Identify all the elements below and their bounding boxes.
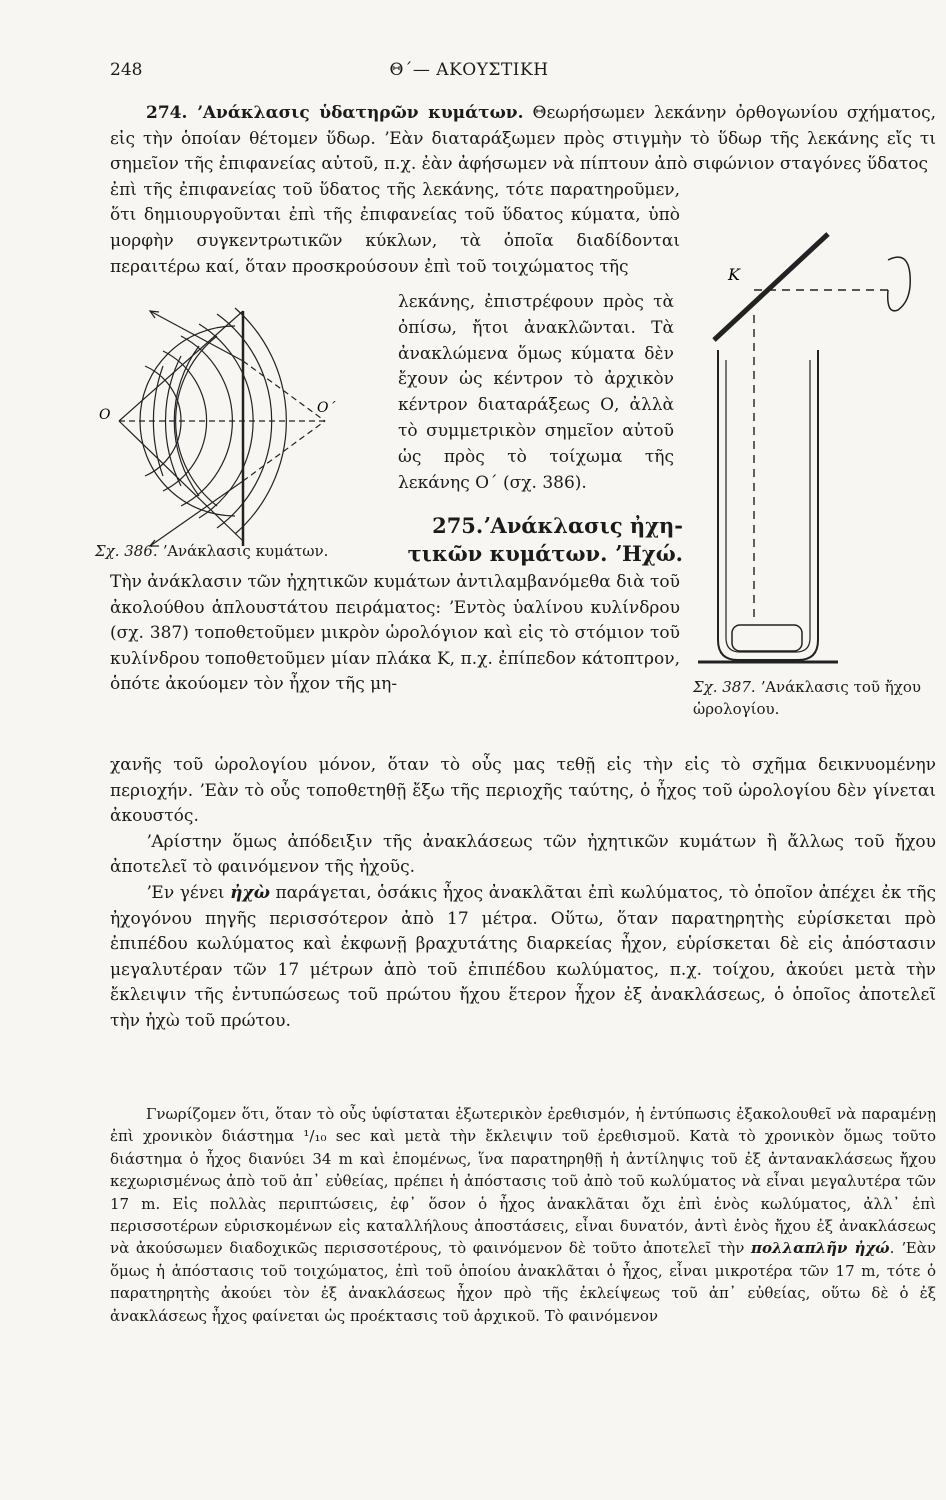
section-275-para1-b: χανῆς τοῦ ὡρολογίου μόνον, ὅταν τὸ οὖς μας τεθῇ εἰς τὴν εἰς τὸ σχῆμα δεικνυομένην περιοχήν. ʼΕὰν τὸ οὖς τοποθετηθῇ ἔξω τῆς περιοχῆς ταύτης, ὁ ἦχος τοῦ ὡρολογίου δὲν γίνεται ἀκουστός. [110, 755, 936, 827]
page-number: 248 [110, 60, 143, 80]
section-274-text-3: λεκάνης, ἐπιστρέφουν πρὸς τὰ ὀπίσω, ἤτοι ἀνακλῶνται. Τὰ ἀνακλώμενα ὅμως κύματα δὲν ἔχουν ὡς κέντρον τὸ ἀρχικὸν κέντρον διαταράξεως Ο, ἀλλὰ τὸ συμμετρικὸν σημεῖον αὐτοῦ ὡς πρὸς τὸ τοίχωμα τῆς λεκάνης Ο΄ (σχ. 386). [398, 292, 674, 493]
section-274-title: 274. ʼΑνάκλασις ὑδατηρῶν κυμάτων. [146, 103, 524, 123]
section-275-para3-a: ʼΕν γένει [146, 882, 225, 903]
section-275-title-b: τικῶν κυμάτων. ʼΗχώ. [407, 541, 683, 566]
point-O-label: Ο [99, 407, 111, 423]
figure-387-caption [693, 676, 933, 720]
glass-cylinder-inner [726, 360, 810, 652]
section-274-text-2: ἐπὶ τῆς ἐπιφανείας τοῦ ὕδατος τῆς λεκάνης, τότε παρατηροῦμεν, ὅτι δημιουργοῦνται ἐπὶ τῆς ἐπιφανείας τοῦ ὕδατος κύματα, ὑπὸ μορφὴν συγκεντρωτικῶν κύκλων, τὰ ὁποῖα διαδίδονται περαιτέρω καί, ὅταν προσκρούσουν ἐπὶ τοῦ τοιχώματος τῆς [110, 179, 680, 277]
figure-387-label: Σχ. 387. [693, 678, 756, 696]
figure-386-caption-text: ʼΑνάκλασις κυμάτων. [162, 542, 329, 560]
virtual-ray-lower [243, 421, 325, 481]
point-O-prime-label: Ο΄ [317, 400, 336, 416]
page-header [110, 60, 828, 90]
section-274-text-1: Θεωρήσωμεν λεκάνην ὀρθογωνίου σχήματος, εἰς τὴν ὁποίαν θέτομεν ὕδωρ. ʼΕὰν διαταράξωμεν πρὸς στιγμὴν τὸ ὕδωρ τῆς λεκάνης εἴς τι σημεῖον τῆς ἐπιφανείας αὐτοῦ, π.χ. ἐὰν ἀφήσωμεν νὰ πίπτουν ἀπὸ σιφώνιον σταγόνες ὕδατος [110, 103, 937, 175]
section-275-para3 [110, 881, 936, 1035]
plate-K [714, 234, 828, 340]
glass-cylinder [718, 350, 818, 660]
multiple-echo-term: πολλαπλῆν ἠχώ [751, 1239, 890, 1258]
figure-386 [95, 306, 390, 564]
figure-386-caption [95, 542, 328, 560]
section-275-para2: ʼΑρίστην ὅμως ἀπόδειξιν τῆς ἀνακλάσεως τῶν ἠχητικῶν κυμάτων ἢ ἄλλως τοῦ ἤχου ἀποτελεῖ τὸ φαινόμενον τῆς ἠχοῦς. [110, 831, 936, 878]
section-275-title-block [398, 512, 683, 568]
reflected-ray-upper [150, 311, 243, 361]
watch [732, 625, 802, 651]
plate-K-label: Κ [728, 265, 740, 284]
figure-387-caption-text: ʼΑνάκλασις τοῦ ἤχου ὡρολογίου. [693, 678, 922, 718]
small-print-b: sec καὶ μετὰ τὴν ἔκλειψιν τοῦ ἐρεθισμοῦ. Κατὰ τὸ χρονικὸν ὅμως τοῦτο διάστημα ὁ ἦχος διανύει 34 m καὶ ἑπομένως, ἵνα παρατηρηθῇ ἡ ἀντίληψις τοῦ ἐξ ἀντανακλάσεως ἤχου κεχωρισμένως ἀπὸ τοῦ ἀπ᾽ εὐθείας, πρέπει ἡ ἀπόστασις τοῦ ἀπὸ τοῦ κωλύματος νὰ εἶναι μεγαλυτέρα τῶν 17 m. Εἰς πολλὰς περιπτώσεις, ἐφ᾽ ὅσον ὁ ἦχος ἀνακλᾶται ὄχι ἐπὶ ἑνὸς κωλύματος, ἀλλ᾽ ἐπὶ περισσοτέρων εὑρισκομένων εἰς καταλλήλους ἀποστάσεις, εἶναι δυνατόν, ἀντὶ ἑνὸς ἤχου ἐξ ἀνακλάσεως νὰ ἀκούσωμεν διαδοχικῶς περισσοτέρους, τὸ φαινόμενον δὲ τοῦτο ἀποτελεῖ τὴν [110, 1127, 936, 1258]
section-275-para1-a: Τὴν ἀνάκλασιν τῶν ἠχητικῶν κυμάτων ἀντιλαμβανόμεθα διὰ τοῦ ἀκολούθου ἁπλουστάτου πειράματος: ʼΕντὸς ὑαλίνου κυλίνδρου (σχ. 387) τοποθετοῦμεν μικρὸν ὡρολόγιον καὶ εἰς τὸ στόμιον τοῦ κυλίνδρου τοποθετοῦμεν μίαν πλάκα Κ, π.χ. ἐπίπεδον κάτοπτρον, ὁπότε ἀκούομεν τὸν ἦχον τῆς μη- [110, 572, 680, 695]
section-275-para3-b: παράγεται, ὁσάκις ἦχος ἀνακλᾶται ἐπὶ κωλύματος, τὸ ὁποῖον ἀπέχει ἐκ τῆς ἠχογόνου πηγῆς περισσότερον ἀπὸ 17 μέτρα. Οὕτω, ὅταν παρατηρητὴς εὑρίσκεται πρὸ ἐπιπέδου κωλύματος καὶ ἐκφωνῇ βραχυτάτης διαρκείας ἦχον, εὑρίσκεται δὲ εἰς ἀπόστασιν μεγαλυτέραν τῶν 17 μέτρων ἀπὸ τοῦ ἐπιπέδου κωλύματος, π.χ. τοίχου, ἀκούει μετὰ τὴν ἔκλειψιν τῆς ἐντυπώσεως τοῦ πρώτου ἤχου ἕτερον ἦχον ἐξ ἀνακλάσεως, ὁ ὁποῖος ἀποτελεῖ τὴν ἠχὼ τοῦ πρώτου. [110, 882, 936, 1031]
ear-icon [888, 257, 911, 311]
section-274-para-full [110, 101, 936, 178]
small-print-note [110, 1103, 936, 1327]
section-275-body [110, 753, 936, 1035]
running-title: Θ΄— ΑΚΟΥΣΤΙΚΗ [389, 60, 549, 80]
section-275-title-a: 275.ʼΑνάκλασις ἠχη- [432, 513, 683, 538]
small-print-c: . ʼΕὰν ὅμως ἡ ἀπόστασις τοῦ τοιχώματος, ἐπὶ τοῦ ὁποίου ἀνακλᾶται ὁ ἦχος, εἶναι μικροτέρα τῶν 17 m, τότε ὁ παρατηρητὴς ἀκούει τὸν ἐξ ἀνακλάσεως ἦχον πρὸ τῆς ἐκλείψεως τοῦ ἀπ᾽ εὐθείας, οὕτω δὲ ὁ ἐξ ἀνακλάσεως ἦχος φαίνεται ὡς προέκτασις τοῦ ἀρχικοῦ. Τὸ φαινόμενον [110, 1239, 936, 1325]
small-print-a: Γνωρίζομεν ὅτι, ὅταν τὸ οὖς ὑφίσταται ἐξωτερικὸν ἐρεθισμόν, ἡ ἐντύπωσις ἐξακολουθεῖ νὰ παραμένῃ ἐπὶ χρονικὸν διάστημα [110, 1105, 936, 1146]
virtual-ray-upper [243, 361, 325, 421]
figure-387 [688, 200, 926, 720]
figure-386-label: Σχ. 386. [95, 542, 158, 560]
small-print-fraction: ¹/₁₀ [303, 1127, 327, 1146]
echo-term: ἠχὼ [230, 882, 270, 903]
